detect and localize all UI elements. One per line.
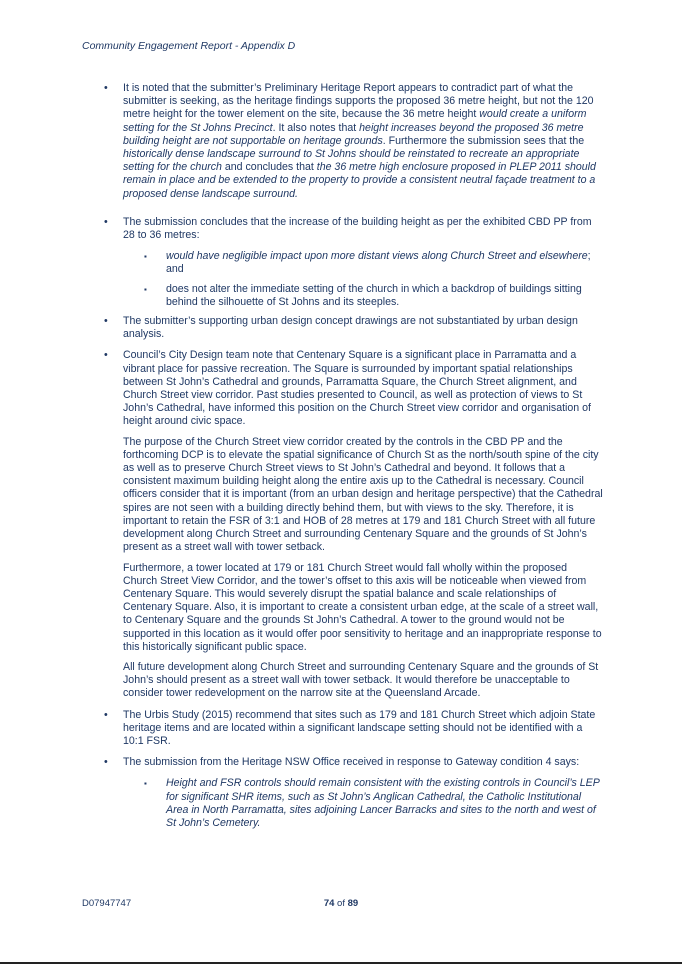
bullet-item [104,315,604,341]
bullet-text: and concludes that [221,161,317,174]
bullet-text: The submitter’s supporting urban design concept drawings are not substantiated by urban design analysis. [123,315,578,341]
square-bullet-icon: ▪ [144,284,147,294]
square-bullet-icon: ▪ [144,252,147,262]
bullet-item [104,709,604,749]
bullet-italic-text: the 36 metre high enclosure proposed in PLEP 2011 should remain in place and be extended to the property to provide a consistent neutral façade treatment to a proposed dense landscape surround. [123,161,596,200]
sub-bullet-italic-text: would have negligible impact upon more distant views along Church Street and elsewhere [166,250,588,263]
document-id: D07947747 [82,898,132,909]
bullet-item [104,216,604,242]
bullet-text: Council’s City Design team note that Centenary Square is a significant place in Parramatta and a vibrant place for passive recreation. The Square is surrounded by important spatial relationships between St John’s Cathedral and grounds, Parramatta Square, the Church Street alignment, and Church Street view corridor. Past studies presented to Council, as well as protection of views to St John’s Cathedral, have informed this position on the Church Street view corridor and organisation of height around civic space. [123,349,591,428]
bullet-item [104,349,604,428]
bullet-item [104,82,604,201]
bullet-text: The submission concludes that the increase of the building height as per the exhibited CBD PP from 28 to 36 metres: [123,215,592,242]
bullet-icon: • [104,708,108,721]
bullet-icon: • [104,756,108,769]
sub-bullet-text: ; and [166,250,591,276]
bullet-text: . It also notes that [272,121,360,134]
bullet-italic-text: would create a uniform setting for the St Johns Precinct [123,108,587,134]
page-current: 74 [323,898,335,909]
bullet-italic-text: historically dense landscape surround to St Johns should be reinstated to recreate an appropriate setting for the church [123,148,580,174]
paragraph: Furthermore, a tower located at 179 or 181 Church Street would fall wholly within the proposed Church Street View Corridor, and the tower’s offset to this axis will be noticeable when viewed from Centenary Square. This would severely disrupt the spatial balance and scale relationships of Centenary Square. Also, it is important to create a consistent urban edge, at the scale of a street wall, to Centenary Square and the grounds St John’s Cathedral. A tower to the ground would not be supported in this location as it would offer poor sensitivity to heritage and an inappropriate response to this historically significant public space. [123,561,602,653]
bullet-icon: • [104,215,108,228]
bullet-text: The Urbis Study (2015) recommend that sites such as 179 and 181 Church Street which adjoin State heritage items and are located within a significant landscape setting should not be identified with a 10:1 FSR. [123,708,596,747]
sub-bullet-item [104,250,604,276]
page-total: 89 [347,898,359,909]
page-number [0,898,682,909]
sub-bullet-item [104,777,604,830]
page-content [104,82,604,836]
bullet-icon: • [104,315,108,328]
bullet-icon: • [104,349,108,362]
paragraph: The purpose of the Church Street view corridor created by the controls in the CBD PP and the forthcoming DCP is to elevate the spatial significance of Church St as the north/south spine of the city as well as to preserve Church Street views to St John’s Cathedral and beyond. It follows that a consistent maximum building height along the entire axis up to the Cathedral is necessary. Council officers consider that it is important (from an urban design and heritage perspective) that the Cathedral spires are not seen with a building directly behind them, but with views to the sky. Therefore, it is important to retain the FSR of 3:1 and HOB of 28 metres at 179 and 181 Church Street with all future development along Church Street and surrounding Centenary Square and the grounds of St John’s present as a street wall with tower setback. [123,435,603,554]
bullet-item [104,756,604,769]
sub-bullet-text: does not alter the immediate setting of the church in which a backdrop of buildings sitting behind the silhouette of St Johns and its steeples. [166,282,582,308]
bullet-text: It is noted that the submitter’s Preliminary Heritage Report appears to contradict part of what the submitter is seeking, as the heritage findings supports the proposed 36 metre height, but not the 120 metre height for the tower element on the site, because the 36 metre height [123,82,594,121]
page-header-title: Community Engagement Report - Appendix D [82,40,296,52]
paragraph: All future development along Church Street and surrounding Centenary Square and the grounds of St John’s should present as a street wall with tower setback. It would therefore be unacceptable to consider tower redevelopment on the narrow site at the Queensland Arcade. [123,660,599,700]
sub-bullet-italic-text: Height and FSR controls should remain consistent with the existing controls in Council’s LEP for significant SHR items, such as St John’s Anglican Cathedral, the Catholic Institutional Area in North Parramatta, sites adjoining Lancer Barracks and sites to the north and west of St John’s Cemetery. [166,777,600,829]
square-bullet-icon: ▪ [144,779,147,789]
bullet-text: . Furthermore the submission sees that the [382,134,585,147]
bullet-text: The submission from the Heritage NSW Office received in response to Gateway condition 4 says: [123,756,580,769]
bullet-italic-text: height increases beyond the proposed 36 metre building height are not supportable on heritage grounds [123,121,584,147]
page-of: of [337,898,345,909]
bottom-divider [0,962,682,964]
sub-bullet-item [104,283,604,309]
bullet-icon: • [104,82,108,94]
